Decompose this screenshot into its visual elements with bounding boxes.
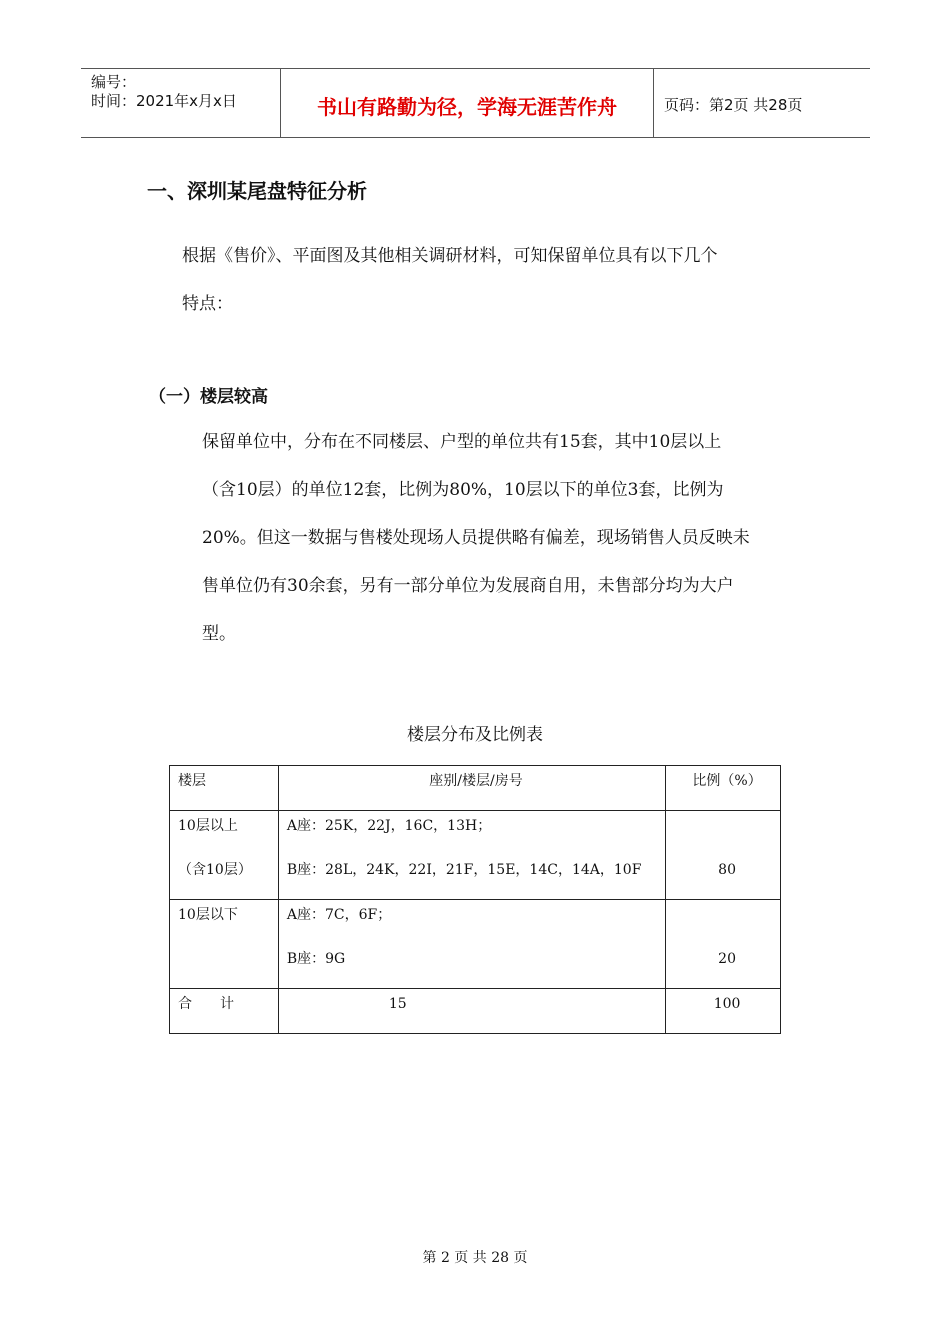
units-cell: A座：25K，22J，16C，13H； B座：28L，24K，22I，21F，15E，14C，14A，10F	[278, 811, 665, 900]
floor-cell: 10层以上 （含10层）	[170, 811, 279, 900]
paragraph-line: （含10层）的单位12套，比例为80%，10层以下的单位3套，比例为	[202, 480, 724, 500]
table-header-row	[170, 766, 781, 811]
intro-paragraph	[182, 232, 822, 328]
paragraph-line: 型。	[202, 624, 236, 644]
floor-cell: 10层以下	[170, 900, 279, 989]
header-motto: 书山有路勤为径，学海无涯苦作舟	[281, 69, 654, 137]
total-count: 15	[278, 989, 665, 1034]
table-row	[170, 811, 781, 900]
header-units: 座别/楼层/房号	[278, 766, 665, 811]
page-footer: 第 2 页 共 28 页	[422, 1250, 528, 1266]
ratio-cell: 20	[666, 900, 781, 989]
subsection-paragraph	[202, 418, 812, 658]
paragraph-line: 售单位仍有30余套，另有一部分单位为发展商自用，未售部分均为大户	[202, 576, 734, 596]
header-ratio: 比例（%）	[666, 766, 781, 811]
document-date: 时间：2021年x月x日	[91, 92, 237, 110]
ratio-cell: 80	[666, 811, 781, 900]
intro-line: 根据《售价》、平面图及其他相关调研材料，可知保留单位具有以下几个	[182, 246, 718, 266]
table-row	[170, 900, 781, 989]
section-title: 一、深圳某尾盘特征分析	[147, 179, 367, 203]
intro-line: 特点：	[182, 294, 233, 314]
units-cell: A座：7C，6F； B座：9G	[278, 900, 665, 989]
total-ratio: 100	[666, 989, 781, 1034]
document-number-label: 编号：	[91, 73, 137, 91]
header-meta	[81, 69, 281, 137]
header-floor: 楼层	[170, 766, 279, 811]
page-header	[81, 68, 870, 138]
total-label: 合 计	[170, 989, 279, 1034]
paragraph-line: 20%。但这一数据与售楼处现场人员提供略有偏差，现场销售人员反映未	[202, 528, 750, 548]
paragraph-line: 保留单位中，分布在不同楼层、户型的单位共有15套，其中10层以上	[202, 432, 722, 452]
subsection-title: （一）楼层较高	[149, 387, 268, 407]
header-page-info: 页码：第2页 共28页	[664, 95, 803, 114]
table-caption: 楼层分布及比例表	[407, 725, 543, 745]
table-total-row	[170, 989, 781, 1034]
floor-distribution-table	[169, 765, 781, 1034]
